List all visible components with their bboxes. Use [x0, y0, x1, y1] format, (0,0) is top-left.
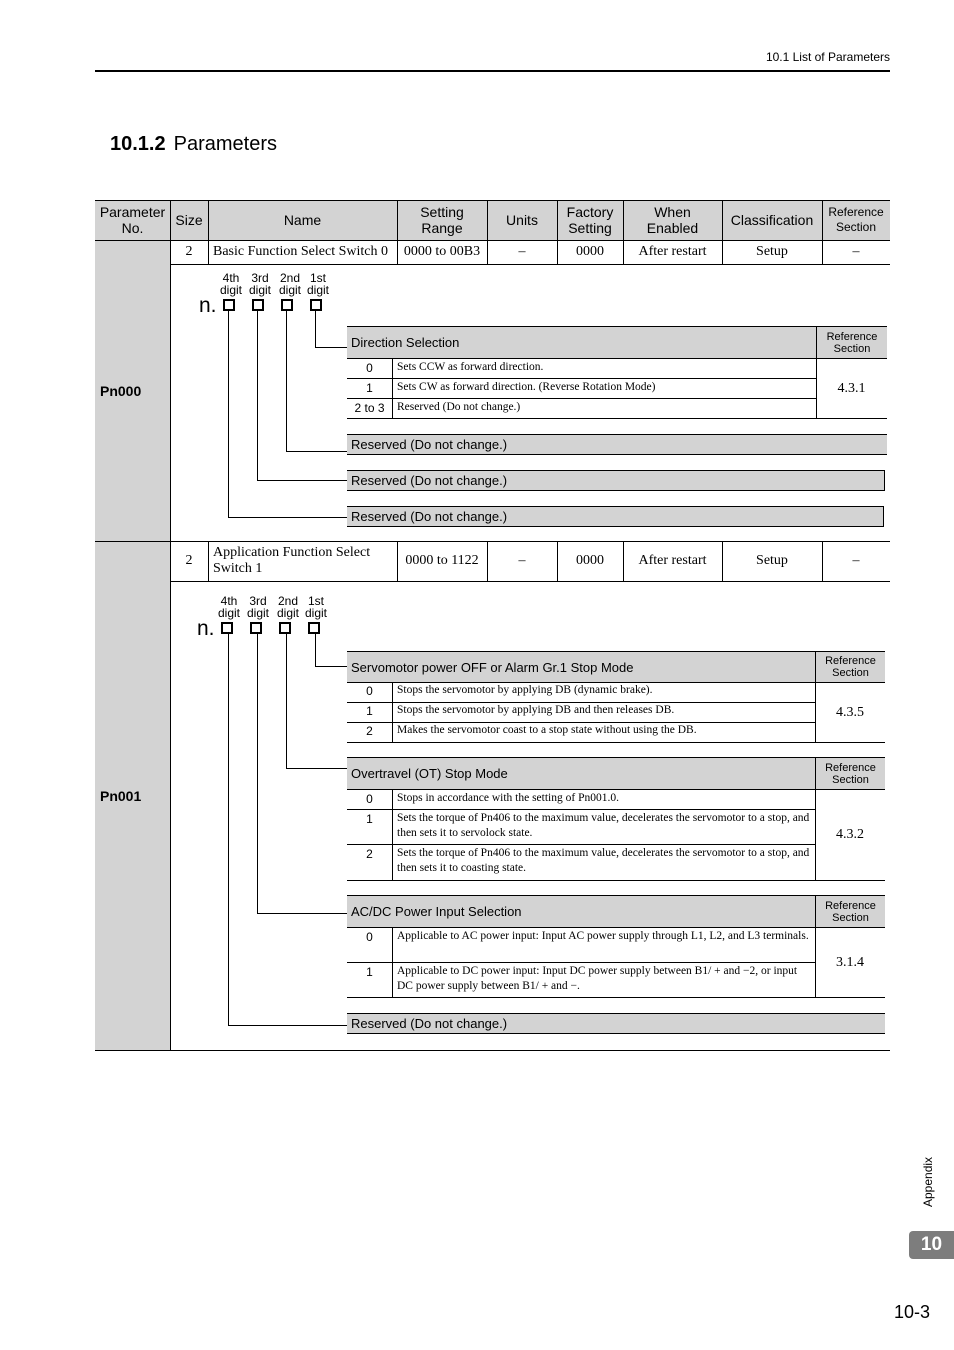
section-title — [110, 133, 277, 156]
rule — [170, 264, 890, 265]
connector-line — [228, 517, 347, 518]
pn001-d2-ref: 4.3.2 — [836, 827, 864, 842]
connector-line — [228, 634, 229, 1025]
col-factory: Factory Setting — [557, 200, 623, 240]
connector-line — [315, 634, 316, 666]
digit-label-3rd: 3rd digit — [246, 594, 269, 620]
pn000-d1-row-2-value: 2 to 3 — [354, 401, 385, 415]
rule — [347, 880, 885, 881]
rule — [347, 418, 887, 419]
rule — [95, 200, 890, 201]
pn000-d3-reserved: Reserved (Do not change.) — [347, 470, 885, 491]
n-prefix: n. — [199, 294, 217, 317]
connector-line — [286, 768, 347, 769]
rule — [170, 200, 171, 1050]
pn001-d1-row-2-value: 2 — [366, 724, 373, 738]
param-pn000: Pn000 — [95, 240, 170, 541]
chapter-tab: 10 — [909, 1231, 954, 1259]
pn001-d1-title: Servomotor power OFF or Alarm Gr.1 Stop Mode — [347, 651, 815, 683]
digit-box-4th — [221, 622, 233, 634]
connector-line — [286, 311, 287, 451]
pn001-d1-row-2-desc: Makes the servomotor coast to a stop state without using the DB. — [397, 724, 697, 736]
pn001-d1-row-1-value: 1 — [366, 704, 373, 718]
pn001-classification: Setup — [756, 553, 788, 568]
section-text: Parameters — [173, 133, 277, 155]
pn001-d3-ref: 3.1.4 — [836, 954, 864, 970]
pn001-d3-row-0-value: 0 — [366, 930, 373, 944]
pn001-d4-reserved: Reserved (Do not change.) — [347, 1013, 885, 1034]
digit-label-4th: 4th digit — [219, 271, 242, 297]
digit-label-2nd: 2nd digit — [278, 271, 301, 297]
pn000-d1-row-0-value: 0 — [366, 361, 373, 375]
digit-box-1st — [310, 299, 322, 311]
pn000-d1-row-1-desc: Sets CW as forward direction. (Reverse Rotation Mode) — [397, 381, 656, 393]
n-prefix: n. — [197, 617, 215, 640]
pn001-d1-row-0-desc: Stops the servomotor by applying DB (dynamic brake). — [397, 684, 653, 696]
col-range: Setting Range — [397, 200, 487, 240]
pn001-when: After restart — [638, 553, 707, 568]
connector-line — [228, 311, 229, 517]
pn001-d3-row-0-desc: Applicable to AC power input: Input AC power supply through L1, L2, and L3 terminals. — [397, 930, 809, 942]
rule — [347, 742, 885, 743]
digit-box-1st — [308, 622, 320, 634]
pn001-name: Application Function Select Switch 1 — [213, 545, 371, 576]
pn001-d1-row-0-value: 0 — [366, 684, 373, 698]
chapter-label: Appendix — [921, 1156, 935, 1207]
pn000-factory: 0000 — [576, 244, 604, 259]
pn001-d3-title: AC/DC Power Input Selection — [347, 895, 815, 928]
digit-box-4th — [223, 299, 235, 311]
rule — [95, 1050, 890, 1051]
pn001-d2-row-0-value: 0 — [366, 792, 373, 806]
pn000-d1-row-0-desc: Sets CCW as forward direction. — [397, 361, 544, 373]
pn001-size: 2 — [185, 553, 193, 568]
pn000-when: After restart — [638, 244, 707, 259]
connector-line — [286, 451, 347, 452]
col-size: Size — [170, 200, 208, 240]
connector-line — [228, 1025, 347, 1026]
running-header: 10.1 List of Parameters — [765, 50, 890, 64]
col-name: Name — [208, 200, 397, 240]
digit-box-3rd — [252, 299, 264, 311]
connector-line — [286, 634, 287, 768]
col-classification: Classification — [722, 200, 822, 240]
digit-box-3rd — [250, 622, 262, 634]
section-number: 10.1.2 — [110, 133, 166, 155]
pn001-d2-row-1-value: 1 — [366, 812, 373, 826]
rule — [347, 844, 815, 845]
connector-line — [257, 480, 347, 481]
connector-line — [257, 913, 347, 914]
rule — [347, 997, 885, 998]
param-pn001: Pn001 — [95, 541, 170, 1050]
pn000-range: 0000 to 00B3 — [403, 244, 481, 259]
pn001-factory: 0000 — [576, 553, 604, 568]
digit-label-1st: 1st digit — [304, 594, 327, 620]
pn001-d2-title: Overtravel (OT) Stop Mode — [347, 757, 815, 790]
rule — [347, 809, 815, 810]
pn000-d1-title: Direction Selection — [347, 326, 816, 359]
page-number: 10-3 — [893, 1302, 930, 1322]
rule — [347, 398, 816, 399]
pn000-name: Basic Function Select Switch 0 — [213, 244, 388, 259]
digit-label-4th: 4th digit — [217, 594, 240, 620]
connector-line — [257, 311, 258, 480]
col-reference: Reference Section — [822, 200, 890, 240]
pn001-d2-row-2-value: 2 — [366, 847, 373, 861]
pn001-d2-row-1-desc: Sets the torque of Pn406 to the maximum value, decelerates the servomotor to a stop, and then sets it to servolock state. — [397, 812, 810, 839]
col-when: When Enabled — [623, 200, 722, 240]
col-param-no: Parameter No. — [95, 200, 170, 240]
digit-box-2nd — [279, 622, 291, 634]
connector-line — [315, 666, 347, 667]
pn001-d2-row-0-desc: Stops in accordance with the setting of Pn001.0. — [397, 792, 619, 804]
pn001-d3-ref-header: Reference Section — [815, 895, 885, 928]
pn001-d2-row-2-desc: Sets the torque of Pn406 to the maximum value, decelerates the servomotor to a stop, and then sets it to coasting state. — [397, 847, 810, 874]
connector-line — [315, 311, 316, 347]
pn001-d3-row-1-value: 1 — [366, 965, 373, 979]
pn001-d3-row-1-desc: Applicable to DC power input: Input DC power supply between B1/ + and −2, or input DC power supply between B1/ + and −. — [397, 965, 798, 992]
pn000-reference: – — [852, 244, 860, 259]
rule — [347, 378, 816, 379]
connector-line — [315, 347, 347, 348]
rule — [170, 581, 890, 582]
pn000-size: 2 — [185, 244, 193, 259]
pn000-d1-ref-header: Reference Section — [816, 326, 887, 359]
pn000-d2-reserved: Reserved (Do not change.) — [347, 434, 887, 455]
pn000-classification: Setup — [756, 244, 788, 259]
pn000-d1-ref: 4.3.1 — [837, 380, 866, 396]
pn001-reference: – — [852, 553, 860, 568]
pn001-d2-ref-header: Reference Section — [815, 757, 885, 790]
header-rule — [95, 70, 890, 72]
pn000-d1-row-2-desc: Reserved (Do not change.) — [397, 401, 521, 413]
digit-box-2nd — [281, 299, 293, 311]
digit-label-3rd: 3rd digit — [248, 271, 271, 297]
pn000-d1-row-1-value: 1 — [366, 381, 373, 395]
pn001-d1-ref: 4.3.5 — [836, 704, 864, 720]
rule — [347, 962, 815, 963]
pn001-d1-ref-header: Reference Section — [815, 651, 885, 683]
digit-label-1st: 1st digit — [306, 271, 329, 297]
pn000-units: – — [518, 244, 526, 259]
pn001-range: 0000 to 1122 — [405, 553, 479, 568]
pn001-d1-row-1-desc: Stops the servomotor by applying DB and then releases DB. — [397, 704, 675, 716]
pn000-d4-reserved: Reserved (Do not change.) — [347, 506, 884, 527]
col-units: Units — [487, 200, 557, 240]
connector-line — [257, 634, 258, 913]
digit-label-2nd: 2nd digit — [276, 594, 299, 620]
pn001-units: – — [518, 553, 526, 568]
